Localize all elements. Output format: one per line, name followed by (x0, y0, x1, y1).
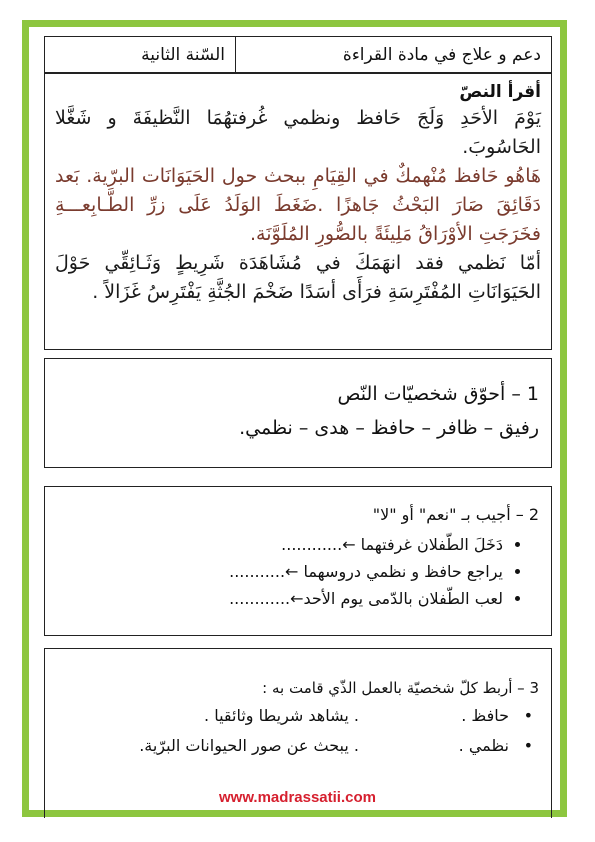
passage-paragraph: يَوْمَ الأحَدِ وَلَجَ حَافظ ونظمي غُرفتهُمَا النَّظيفَةَ و شَغَّلا الحَاسُوبَ. (55, 107, 541, 158)
yes-no-item: • دَخَلَ الطّفلان غرفتهما ←............ (57, 531, 503, 558)
yes-no-item: • يراجع حافظ و نظمي دروسهما ←........... (57, 558, 503, 585)
match-row (57, 731, 539, 761)
match-character: • حافظ . (359, 701, 539, 731)
character-options: رفيق – ظافر – حافظ – هدى – نظمي. (239, 417, 539, 439)
match-action: . يبحث عن صور الحيوانات البرّية. (139, 736, 359, 755)
yes-no-list (57, 531, 521, 612)
match-action: . يشاهد شريطا وثائقيا . (204, 706, 359, 725)
question-2-title: 2 – أجيب بـ "نعم" أو "لا" (372, 505, 539, 524)
question-2 (44, 486, 552, 636)
passage-paragraph: أمّا نَظمي فقد انهَمَكَ في مُشَاهَدَة شَرِيطٍ وَثَـائِقِّي حَوْلَ الحَيَوَانَاتِ المُفْتَرِسَةِ فرَأَى أسَدًا ضَخْمَ الجُثَّةِ يَفْتَرِسُ غَزَالاً . (55, 252, 541, 303)
website-watermark: www.madrassatii.com (218, 789, 376, 806)
reading-passage (44, 73, 552, 350)
subject-title: دعم و علاج في مادة القراءة (235, 37, 551, 72)
reading-title: أقرأ النصّ (459, 82, 541, 102)
passage-paragraph: هَاهُو حَافظ مُنْهمكٌ في القِيَامِ ببحث حول الحَيَوَانَات البرّية. بَعد دَقَائِقَ صَارَ البَحْثُ جَاهزًا .ضَغَطَ الوَلَدُ عَلَى زرِّ الطَّـابِعـــةِ فخَرَجَتِ الأوْرَاقُ مَلِيئَةً بالصُّورِ المُلَوَّنَة. (55, 165, 541, 245)
question-1 (44, 358, 552, 468)
match-row (57, 701, 539, 731)
question-1-title: 1 – أحوّق شخصيّات النّص (337, 383, 539, 405)
grade-label: السّنة الثانية (141, 44, 225, 65)
match-character: • نظمي . (359, 731, 539, 761)
question-3-title: 3 – أربط كلّ شخصيّة بالعمل الذّي قامت به : (262, 679, 539, 697)
yes-no-item: • لعب الطّفلان بالدّمى يوم الأحد←............ (57, 585, 503, 612)
worksheet-header (44, 36, 552, 73)
